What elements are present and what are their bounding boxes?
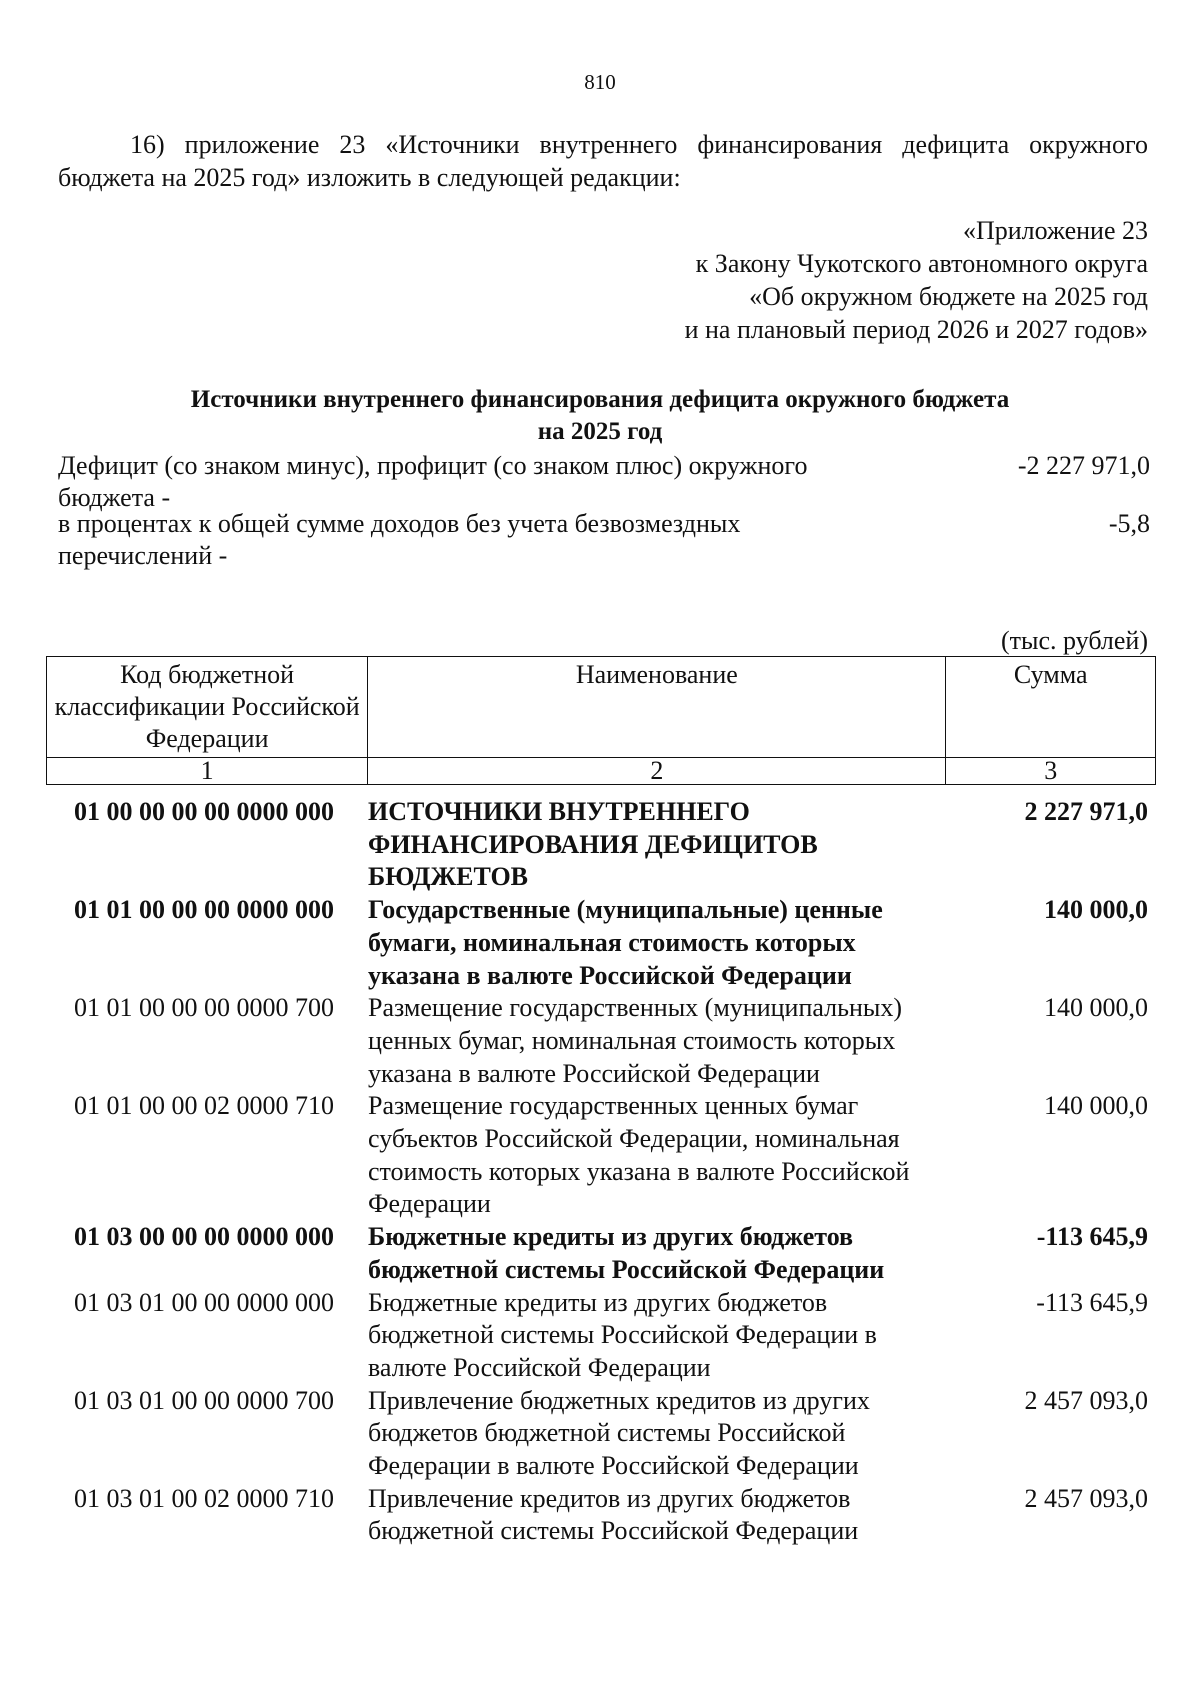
row-code: 01 03 01 00 02 0000 710 — [74, 1483, 334, 1513]
column-number: 2 — [368, 758, 946, 785]
table-row — [46, 1385, 1156, 1483]
row-name: Привлечение кредитов из других бюджетов бюджетной системы Российской Федерации — [368, 1483, 859, 1546]
row-name: Бюджетные кредиты из других бюджетов бюджетной системы Российской Федерации — [368, 1222, 885, 1284]
row-sum: 2 227 971,0 — [1024, 797, 1148, 826]
deficit-info — [58, 450, 1150, 514]
appendix-header — [685, 214, 1148, 346]
table-row — [46, 1090, 1156, 1221]
row-name: Привлечение бюджетных кредитов из других бюджетов бюджетной системы Российской Федерации в валюте Российской Федерации — [368, 1385, 870, 1481]
column-number: 1 — [47, 758, 368, 785]
intro-paragraph: 16) приложение 23 «Источники внутреннего финансирования дефицита окружного бюджета на 2025 год» изложить в следующей редакции: — [58, 130, 1148, 192]
deficit-value: -2 227 971,0 — [1017, 451, 1150, 480]
row-name: ИСТОЧНИКИ ВНУТРЕННЕГО ФИНАНСИРОВАНИЯ ДЕФИЦИТОВ БЮДЖЕТОВ — [368, 797, 818, 892]
row-code: 01 03 01 00 00 0000 700 — [74, 1385, 334, 1415]
table-body — [46, 796, 1156, 1548]
row-sum: 140 000,0 — [1044, 1091, 1148, 1121]
row-code: 01 01 00 00 02 0000 710 — [74, 1091, 334, 1121]
header-name: Наименование — [368, 657, 946, 758]
row-sum: 140 000,0 — [1044, 993, 1148, 1023]
document-title — [60, 384, 1140, 448]
appendix-line: к Закону Чукотского автономного округа — [695, 249, 1148, 278]
table-header — [46, 656, 1156, 785]
row-sum: -113 645,9 — [1036, 1222, 1148, 1252]
header-code: Код бюджетной классификации Российской Федерации — [47, 657, 368, 758]
table-row — [46, 1483, 1156, 1548]
column-number: 3 — [946, 758, 1156, 785]
row-name: Государственные (муниципальные) ценные бумаги, номинальная стоимость которых указана в валюте Российской Федерации — [368, 895, 883, 990]
appendix-line: и на плановый период 2026 и 2027 годов» — [684, 315, 1148, 344]
table-row — [46, 1221, 1156, 1286]
appendix-line: «Об окружном бюджете на 2025 год — [749, 282, 1148, 311]
table-row — [46, 992, 1156, 1090]
units-label: (тыс. рублей) — [1000, 626, 1148, 655]
percent-value: -5,8 — [1108, 509, 1150, 538]
deficit-label: Дефицит (со знаком минус), профицит (со знаком плюс) окружного бюджета - — [58, 451, 808, 512]
row-name: Бюджетные кредиты из других бюджетов бюджетной системы Российской Федерации в валюте Российской Федерации — [368, 1287, 877, 1382]
row-sum: 2 457 093,0 — [1024, 1385, 1148, 1415]
percent-label: в процентах к общей сумме доходов без учета безвозмездных перечислений - — [58, 509, 741, 570]
header-row — [47, 657, 1156, 758]
table-row — [46, 1287, 1156, 1385]
row-name: Размещение государственных ценных бумаг субъектов Российской Федерации, номинальная стоимость которых указана в валюте Российской Федерации — [368, 1091, 910, 1219]
row-code: 01 03 01 00 00 0000 000 — [74, 1287, 334, 1317]
row-name: Размещение государственных (муниципальных) ценных бумаг, номинальная стоимость которых указана в валюте Российской Федерации — [368, 993, 903, 1088]
table-row — [46, 894, 1156, 992]
title-line: Источники внутреннего финансирования дефицита окружного бюджета — [190, 386, 1010, 413]
header-sum: Сумма — [946, 657, 1156, 758]
title-line: на 2025 год — [537, 418, 663, 445]
row-sum: -113 645,9 — [1036, 1287, 1148, 1317]
row-sum: 140 000,0 — [1044, 895, 1148, 925]
column-number-row — [47, 758, 1156, 785]
percent-info — [58, 508, 1150, 572]
row-code: 01 01 00 00 00 0000 700 — [74, 993, 334, 1023]
appendix-line: «Приложение 23 — [962, 216, 1148, 245]
table-row — [46, 796, 1156, 894]
row-sum: 2 457 093,0 — [1024, 1483, 1148, 1513]
row-code: 01 03 00 00 00 0000 000 — [74, 1222, 334, 1252]
row-code: 01 01 00 00 00 0000 000 — [74, 895, 334, 925]
row-code: 01 00 00 00 00 0000 000 — [74, 797, 334, 826]
page-number: 810 — [584, 70, 616, 94]
